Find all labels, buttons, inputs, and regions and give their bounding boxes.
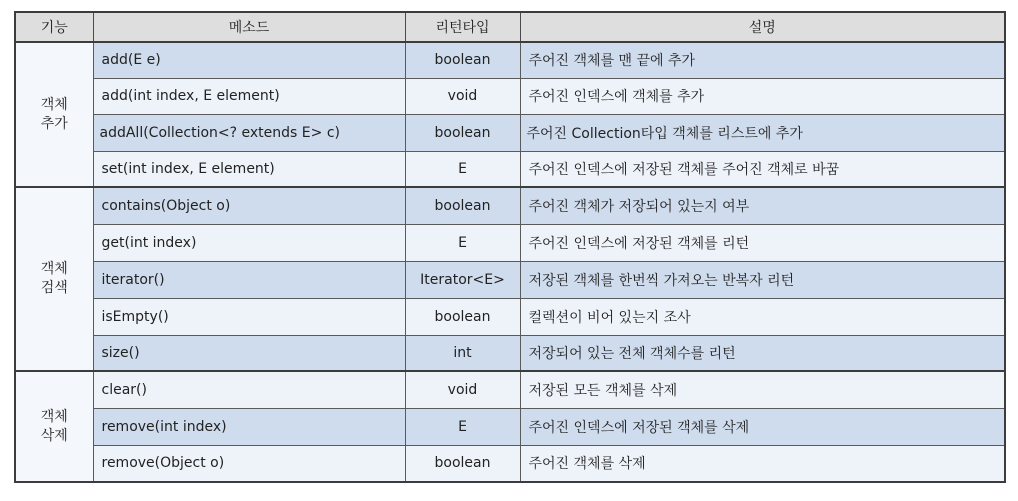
method-cell: get(int index) [93,224,405,261]
table-row [15,42,1005,78]
description-cell: 저장된 객체를 한번씩 가져오는 반복자 리턴 [520,261,1005,298]
header-function: 기능 [15,12,93,42]
return-type-cell: boolean [405,298,520,335]
table-row [15,298,1005,335]
description-cell: 저장된 모든 객체를 삭제 [520,371,1005,408]
return-type-cell: boolean [405,114,520,151]
return-type-cell: void [405,371,520,408]
return-type-cell: E [405,224,520,261]
return-type-cell: Iterator<E> [405,261,520,298]
header-description: 설명 [520,12,1005,42]
method-cell: remove(int index) [93,408,405,445]
return-type-cell: int [405,335,520,371]
return-type-cell: E [405,151,520,187]
table-row [15,335,1005,371]
method-cell: remove(Object o) [93,445,405,482]
method-cell: clear() [93,371,405,408]
description-cell: 주어진 객체를 맨 끝에 추가 [520,42,1005,78]
description-cell: 주어진 Collection타입 객체를 리스트에 추가 [520,114,1005,151]
method-cell: set(int index, E element) [93,151,405,187]
method-cell: contains(Object o) [93,187,405,224]
list-methods-table [14,11,1006,483]
table-row [15,445,1005,482]
description-cell: 저장되어 있는 전체 객체수를 리턴 [520,335,1005,371]
method-cell: iterator() [93,261,405,298]
group-label-search: 객체 검색 [15,187,93,371]
return-type-cell: boolean [405,187,520,224]
header-return-type: 리턴타입 [405,12,520,42]
method-cell: add(E e) [93,42,405,78]
table-row [15,114,1005,151]
header-row [15,12,1005,42]
table-row [15,78,1005,114]
return-type-cell: boolean [405,445,520,482]
table-row [15,261,1005,298]
method-cell: add(int index, E element) [93,78,405,114]
return-type-cell: E [405,408,520,445]
description-cell: 주어진 객체를 삭제 [520,445,1005,482]
description-cell: 주어진 객체가 저장되어 있는지 여부 [520,187,1005,224]
method-cell: size() [93,335,405,371]
group-label-delete: 객체 삭제 [15,371,93,482]
description-cell: 주어진 인덱스에 저장된 객체를 리턴 [520,224,1005,261]
table-row [15,151,1005,187]
description-cell: 주어진 인덱스에 저장된 객체를 주어진 객체로 바꿈 [520,151,1005,187]
method-cell: addAll(Collection<? extends E> c) [93,114,405,151]
table-row [15,408,1005,445]
table-row [15,371,1005,408]
description-cell: 컬렉션이 비어 있는지 조사 [520,298,1005,335]
return-type-cell: boolean [405,42,520,78]
table-row [15,187,1005,224]
return-type-cell: void [405,78,520,114]
description-cell: 주어진 인덱스에 저장된 객체를 삭제 [520,408,1005,445]
table-row [15,224,1005,261]
method-cell: isEmpty() [93,298,405,335]
header-method: 메소드 [93,12,405,42]
group-label-add: 객체 추가 [15,42,93,187]
description-cell: 주어진 인덱스에 객체를 추가 [520,78,1005,114]
